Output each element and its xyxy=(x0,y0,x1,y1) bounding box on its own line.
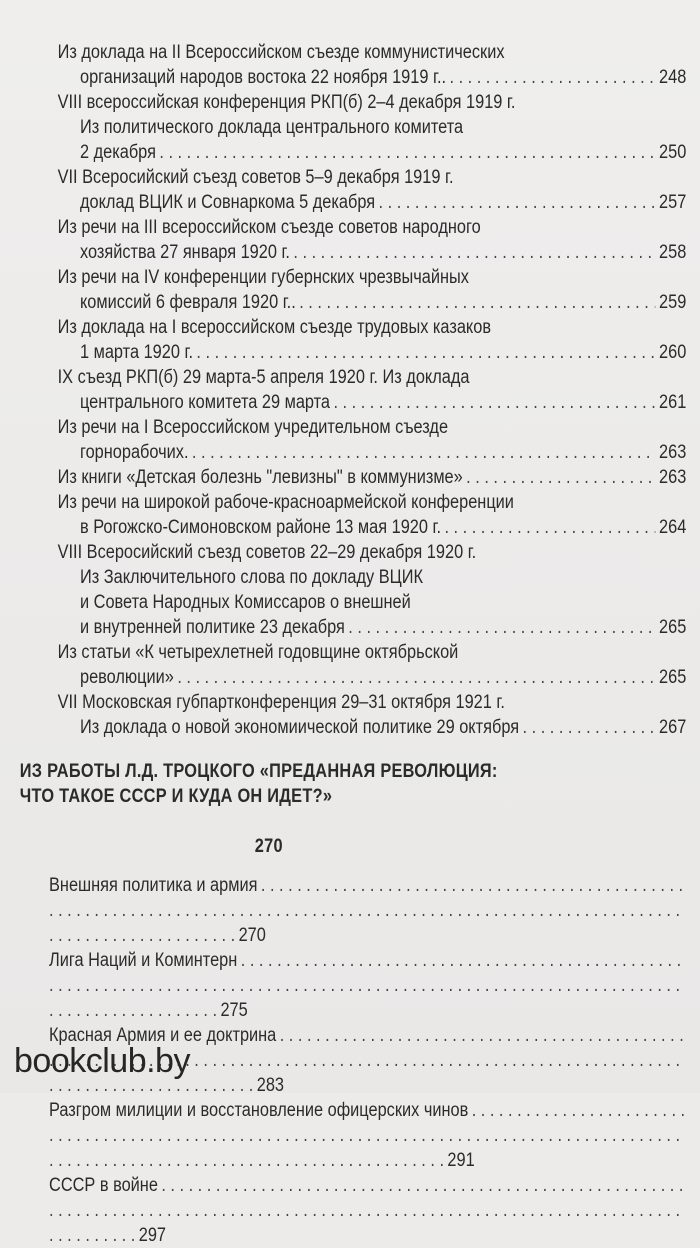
toc-entry-line xyxy=(0,690,700,715)
section-heading-text: ИЗ РАБОТЫ Л.Д. ТРОЦКОГО «ПРЕДАННАЯ РЕВОЛЮЦИЯ: xyxy=(19,761,498,782)
toc-subentry-text: Лига Наций и Коминтерн xyxy=(49,950,238,971)
toc-subentry-line xyxy=(0,1173,700,1248)
toc-entry-line xyxy=(0,415,700,440)
page-number: 261 xyxy=(659,392,687,413)
toc-entry-text: Из политического доклада центрального комитета xyxy=(79,117,464,138)
dot-leader xyxy=(348,615,655,640)
page-number: 291 xyxy=(447,1150,475,1171)
toc-entry-text: и Совета Народных Комиссаров о внешней xyxy=(79,592,411,613)
toc-entry xyxy=(0,640,700,690)
toc-entry-line xyxy=(0,615,700,640)
page-number: 275 xyxy=(220,1000,248,1021)
toc-entry xyxy=(0,90,700,165)
toc-entry-line xyxy=(0,465,700,490)
toc-entry-text: Из доклада о новой экономиической политике 29 октября xyxy=(79,717,520,738)
toc-subentry xyxy=(0,1173,700,1248)
toc-entry-line xyxy=(0,265,700,290)
toc-entry-text: VIII всероссийская конференция РКП(б) 2–4 декабря 1919 г. xyxy=(57,92,516,113)
toc-entry xyxy=(0,465,700,490)
toc-entry-text: доклад ВЦИК и Совнаркома 5 декабря xyxy=(79,192,376,213)
toc-entry-line xyxy=(0,140,700,165)
toc-entry xyxy=(0,40,700,90)
toc-entry-text: VII Московская губпартконференция 29–31 октября 1921 г. xyxy=(57,692,505,713)
page-number: 265 xyxy=(659,617,687,638)
dot-leader xyxy=(299,290,655,315)
toc-subentry-text: Внешняя политика и армия xyxy=(49,875,258,896)
toc-subentry-text: СССР в войне xyxy=(49,1175,158,1196)
toc-subentry-text: Разгром милиции и восстановление офицерских чинов xyxy=(49,1100,469,1121)
page-number: 270 xyxy=(238,925,266,946)
toc-entry xyxy=(0,540,700,640)
dot-leader xyxy=(379,190,656,215)
toc-entry-line xyxy=(0,565,700,590)
section-heading-line xyxy=(0,784,700,859)
toc-entry-text: Из речи на широкой рабоче-красноармейской конференции xyxy=(57,492,514,513)
toc-entry-text: VII Всеросийский съезд советов 5–9 декабря 1919 г. xyxy=(57,167,454,188)
toc-entry xyxy=(0,365,700,415)
section-heading-line xyxy=(0,759,700,784)
toc-entry-line xyxy=(0,315,700,340)
page-number: 267 xyxy=(659,717,687,738)
toc-entry-line xyxy=(0,540,700,565)
dot-leader xyxy=(159,140,655,165)
section-heading-text: ЧТО ТАКОЕ СССР И КУДА ОН ИДЕТ?» xyxy=(19,786,333,807)
page-number: 257 xyxy=(659,192,687,213)
toc-entry-line xyxy=(0,590,700,615)
toc-entry-line xyxy=(0,490,700,515)
dot-leader xyxy=(196,340,655,365)
toc-entry-text: 2 декабря xyxy=(79,142,156,163)
toc-entry-text: революции» xyxy=(79,667,174,688)
toc-entry-line xyxy=(0,65,700,90)
toc-entry-line xyxy=(0,390,700,415)
toc-entry-text: организаций народов востока 22 ноября 1919 г.. xyxy=(79,67,447,88)
toc-entry-text: и внутренней политике 23 декабря xyxy=(79,617,345,638)
toc-entry-line xyxy=(0,440,700,465)
toc-subentry xyxy=(0,948,700,1023)
toc-entry-text: Из Заключительного слова по докладу ВЦИК xyxy=(79,567,423,588)
page-number: 264 xyxy=(659,517,687,538)
toc-entry-line xyxy=(0,290,700,315)
dot-leader xyxy=(192,440,656,465)
page-number: 265 xyxy=(659,667,687,688)
page-number: 283 xyxy=(256,1075,285,1096)
dot-leader xyxy=(466,465,655,490)
toc-entry-line xyxy=(0,515,700,540)
toc-entry xyxy=(0,490,700,540)
page-number: 270 xyxy=(254,836,283,857)
dot-leader xyxy=(293,240,655,265)
page-number: 260 xyxy=(659,342,687,363)
toc-entry xyxy=(0,690,700,740)
toc-entry-text: хозяйства 27 января 1920 г. xyxy=(79,242,290,263)
toc-subentry-line xyxy=(0,948,700,1023)
page-number: 248 xyxy=(659,67,687,88)
toc-subentry xyxy=(0,1098,700,1173)
dot-leader xyxy=(177,665,655,690)
toc-entry-text: Из речи на III всероссийском съезде советов народного xyxy=(57,217,481,238)
toc-entry-text: Из доклада на I всероссийском съезде трудовых казаков xyxy=(57,317,492,338)
toc-entry-text: Из статьи «К четырехлетней годовщине октябрьской xyxy=(57,642,459,663)
dot-leader xyxy=(333,390,655,415)
toc-entry-text: Из книги «Детская болезнь "левизны" в коммунизме» xyxy=(57,467,463,488)
page-number: 263 xyxy=(659,442,687,463)
toc-entry-text: комиссий 6 февраля 1920 г.. xyxy=(79,292,296,313)
toc-entry-line xyxy=(0,665,700,690)
toc-subentry xyxy=(0,873,700,948)
page-number: 263 xyxy=(659,467,687,488)
toc-entry-line xyxy=(0,215,700,240)
toc-entry-line xyxy=(0,190,700,215)
toc-entry-line xyxy=(0,640,700,665)
toc-entry-line xyxy=(0,115,700,140)
toc-entry-line xyxy=(0,240,700,265)
toc-subentry-text: Красная Армия и ее доктрина xyxy=(49,1025,277,1046)
dot-leader xyxy=(523,715,656,740)
toc-entry xyxy=(0,315,700,365)
toc-entry-line xyxy=(0,165,700,190)
toc-entry-line xyxy=(0,90,700,115)
page-number: 297 xyxy=(138,1225,166,1246)
toc-entry-text: Из речи на I Всероссийском учредительном съезде xyxy=(57,417,449,438)
toc-entry-line xyxy=(0,40,700,65)
toc-entry-line xyxy=(0,365,700,390)
dot-leader xyxy=(444,515,655,540)
toc-entry-line xyxy=(0,340,700,365)
toc-entry-text: горнорабочих. xyxy=(79,442,189,463)
toc-entry-text: в Рогожско-Симоновском районе 13 мая 1920 г. xyxy=(79,517,442,538)
toc-entry-text: Из доклада на II Всероссийском съезде коммунистических xyxy=(57,42,505,63)
toc-entry-text: IX съезд РКП(б) 29 марта-5 апреля 1920 г. Из доклада xyxy=(57,367,470,388)
page-number: 250 xyxy=(659,142,687,163)
toc-subentry-line xyxy=(0,873,700,948)
toc-entry xyxy=(0,165,700,215)
toc-entry-text: VIII Всеросийский съезд советов 22–29 декабря 1920 г. xyxy=(57,542,477,563)
toc-entry-text: 1 марта 1920 г. xyxy=(79,342,193,363)
dot-leader xyxy=(449,65,655,90)
section-heading xyxy=(0,759,700,859)
toc-entry xyxy=(0,215,700,265)
watermark: bookclub.by xyxy=(14,1042,190,1080)
toc-subentry-line xyxy=(0,1098,700,1173)
toc-entry-line xyxy=(0,715,700,740)
page-number: 258 xyxy=(659,242,687,263)
page-number: 259 xyxy=(659,292,687,313)
toc-entry-text: центрального комитета 29 марта xyxy=(79,392,331,413)
toc-entry xyxy=(0,265,700,315)
toc-entry xyxy=(0,415,700,465)
toc-entry-text: Из речи на IV конференции губернских чрезвычайных xyxy=(57,267,469,288)
